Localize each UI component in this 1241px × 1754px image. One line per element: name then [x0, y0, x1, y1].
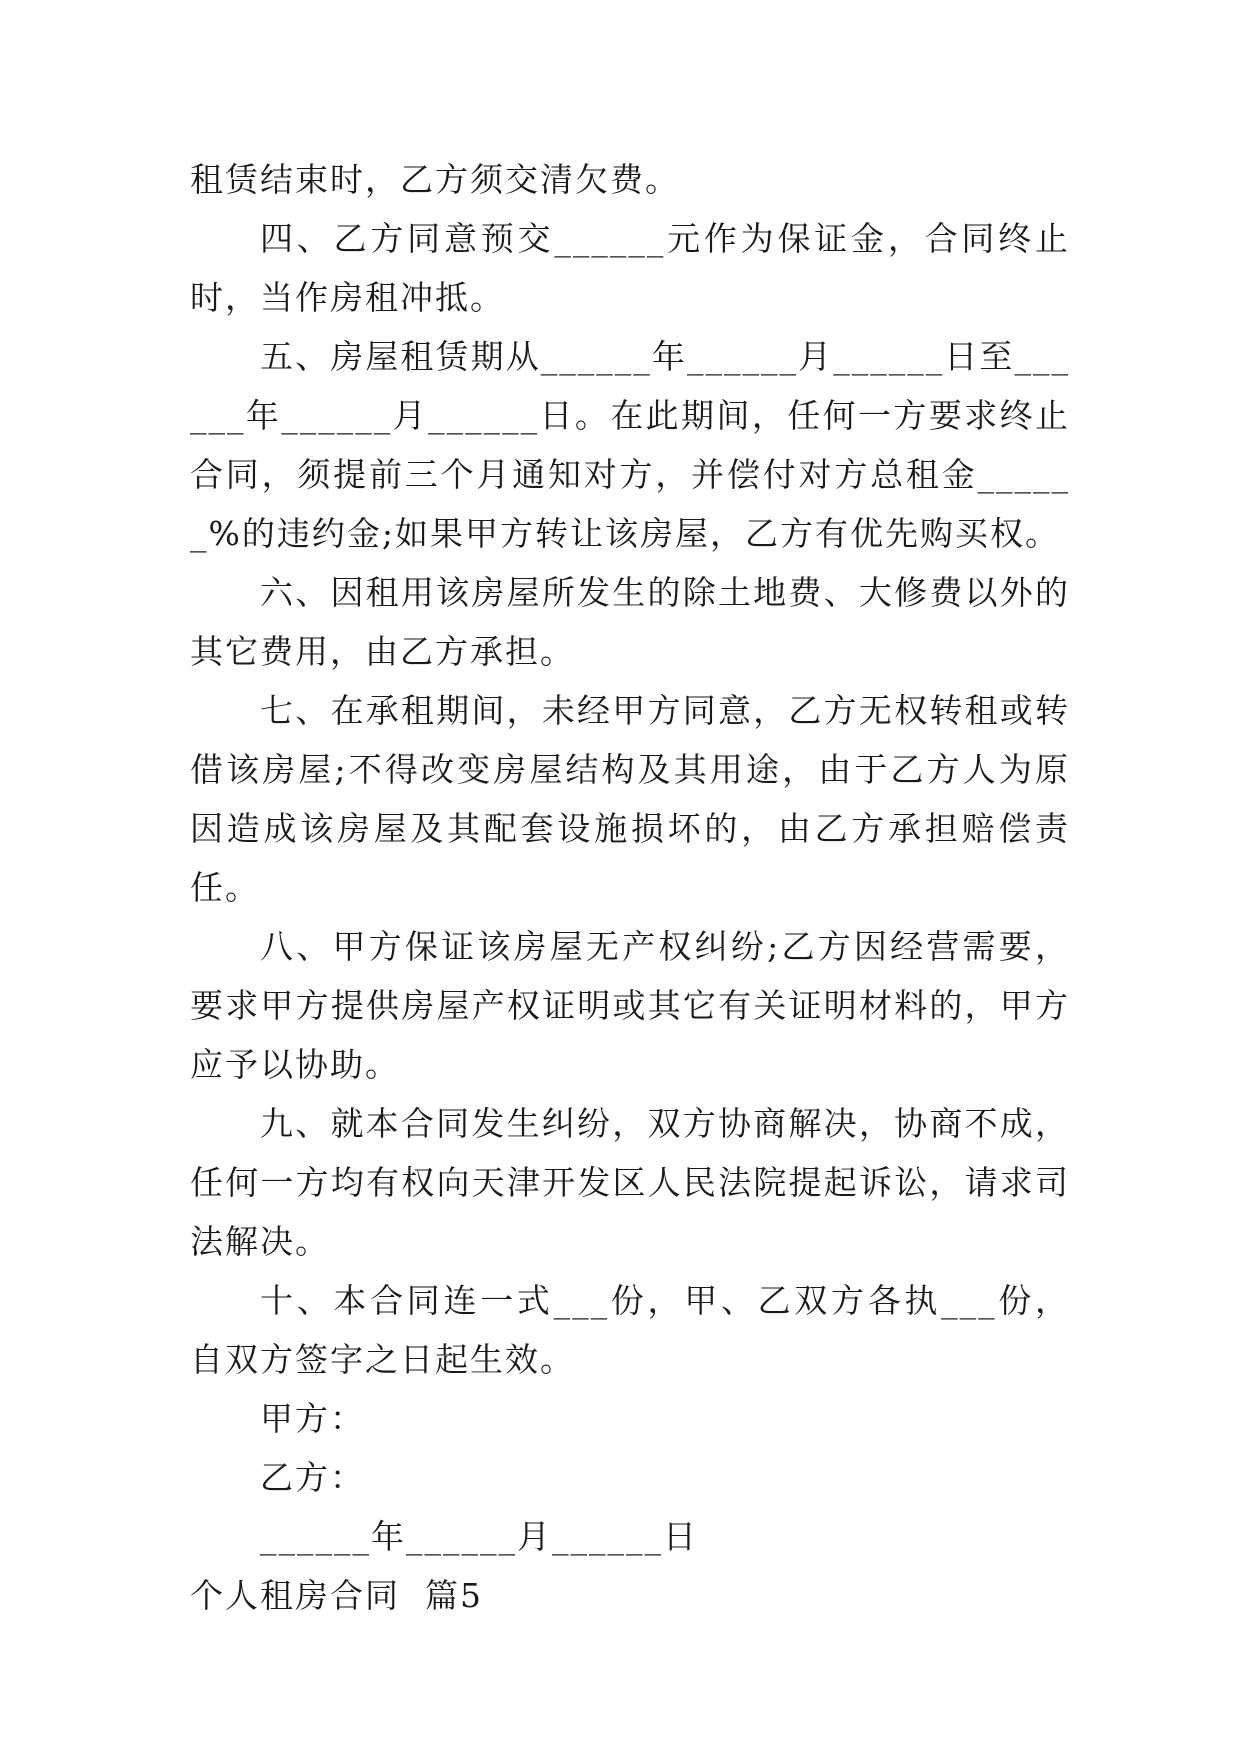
- paragraph-clause-10: 十、本合同连一式___份，甲、乙双方各执___份，自双方签字之日起生效。: [190, 1281, 1070, 1379]
- paragraph-clause-6: 六、因租用该房屋所发生的除土地费、大修费以外的其它费用，由乙方承担。: [190, 573, 1070, 671]
- party-b-signature-label: 乙方：: [260, 1458, 365, 1497]
- next-section-title: 个人租房合同 篇5: [190, 1576, 483, 1615]
- signature-date-line: ______年______月______日: [260, 1517, 698, 1556]
- paragraph-clause-9: 九、就本合同发生纠纷，双方协商解决，协商不成，任何一方均有权向天津开发区人民法院提起诉讼，请求司法解决。: [190, 1104, 1070, 1261]
- paragraph-continuation: 租赁结束时，乙方须交清欠费。: [190, 160, 680, 199]
- document-body: [190, 150, 1070, 1625]
- paragraph-clause-5: 五、房屋租赁期从______年______月______日至______年______月______日。在此期间，任何一方要求终止合同，须提前三个月通知对方，并偿付对方总租金______%的违约金;如果甲方转让该房屋，乙方有优先购买权。: [190, 337, 1070, 553]
- paragraph-clause-8: 八、甲方保证该房屋无产权纠纷;乙方因经营需要，要求甲方提供房屋产权证明或其它有关证明材料的，甲方应予以协助。: [190, 927, 1070, 1084]
- party-a-signature-label: 甲方：: [260, 1399, 365, 1438]
- paragraph-clause-4: 四、乙方同意预交______元作为保证金，合同终止时，当作房租冲抵。: [190, 219, 1070, 317]
- paragraph-clause-7: 七、在承租期间，未经甲方同意，乙方无权转租或转借该房屋;不得改变房屋结构及其用途，由于乙方人为原因造成该房屋及其配套设施损坏的，由乙方承担赔偿责任。: [190, 691, 1070, 907]
